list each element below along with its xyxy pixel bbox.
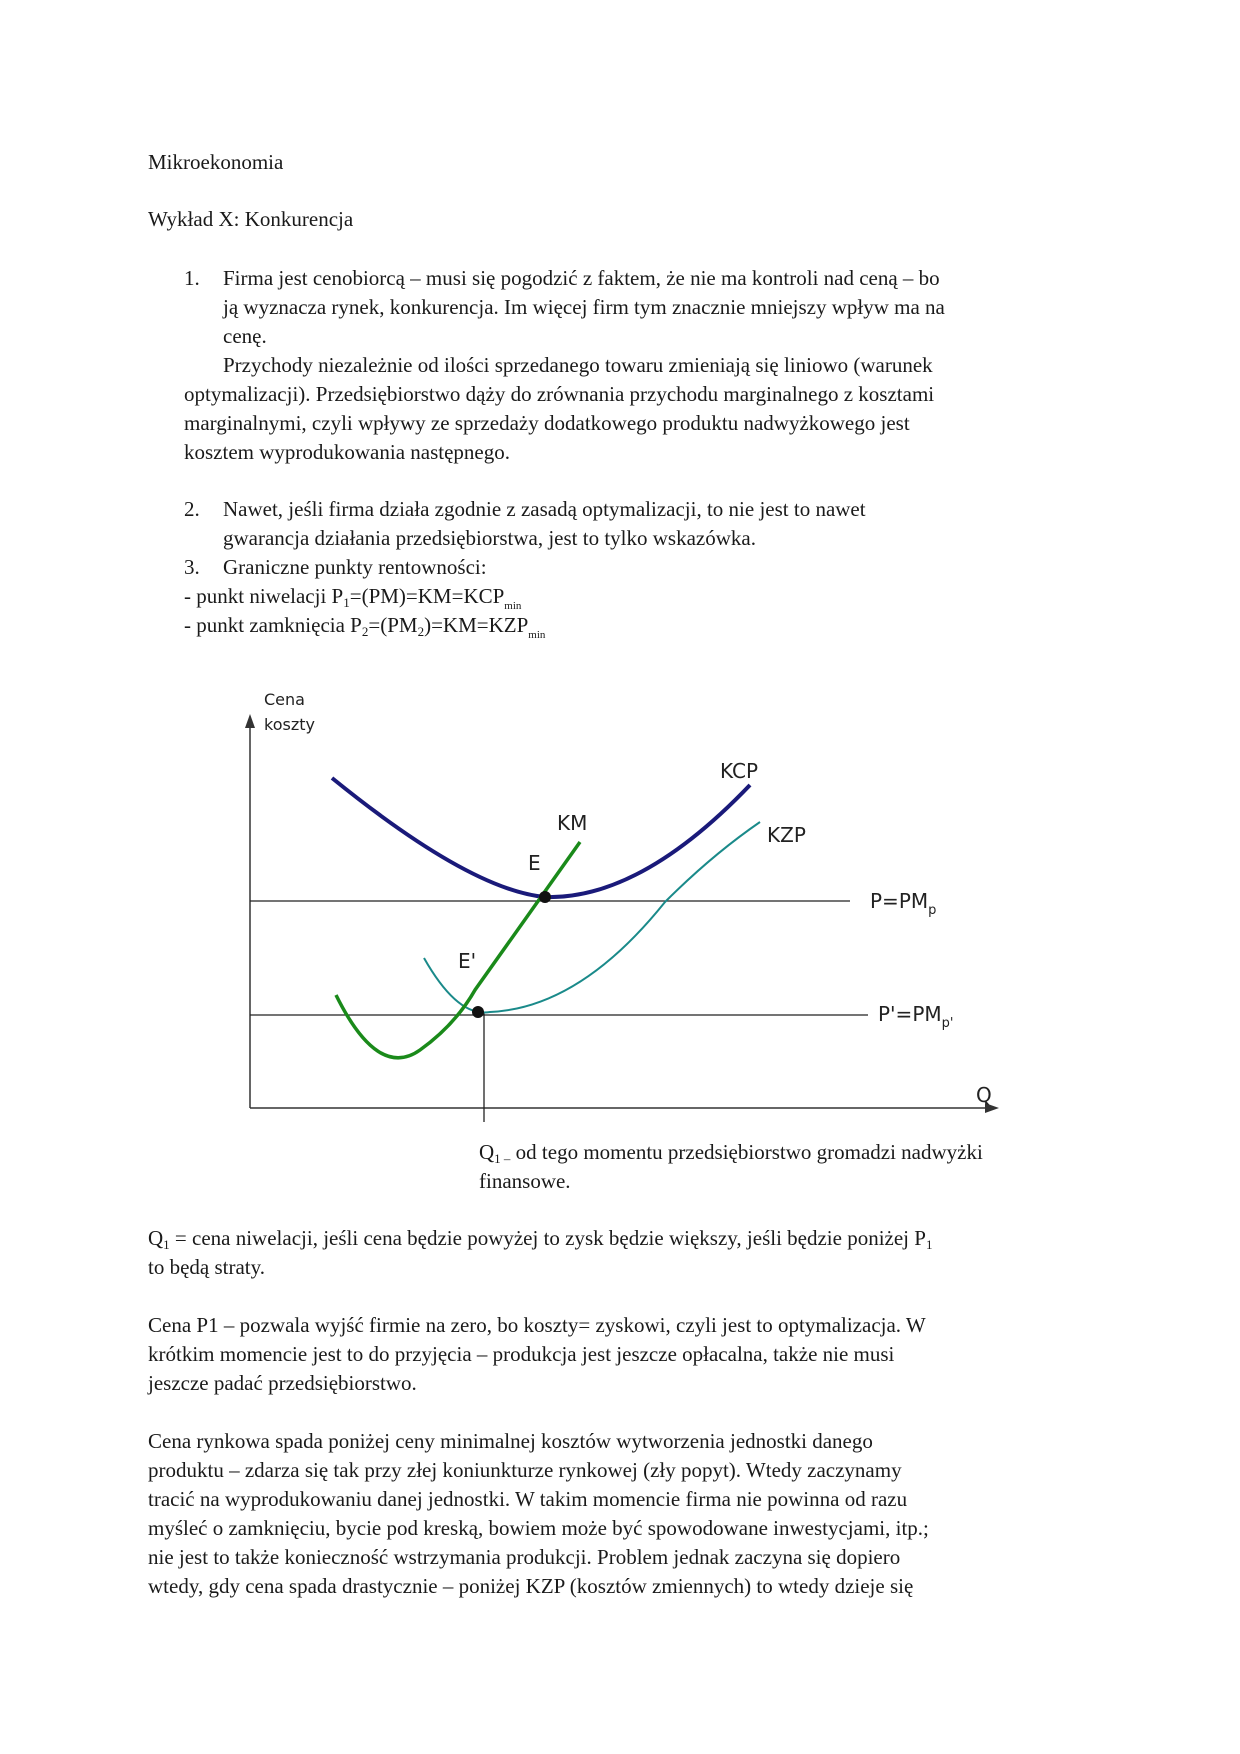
item1-para-line2: optymalizacji). Przedsiębiorstwo dąży do zrównania przychodu marginalnego z kosztami (184, 382, 935, 406)
price-label-p2: $P'=PM_{p'}$ (878, 1002, 954, 1031)
paragraph2-line3: jeszcze padać przedsiębiorstwo. (148, 1371, 417, 1395)
paragraph3-line5: nie jest to także konieczność wstrzymania produkcji. Problem jednak zaczyna się dopiero (148, 1545, 901, 1569)
y-axis-label-line2: koszty (264, 715, 315, 734)
kcp-label: KCP (720, 759, 759, 783)
paragraph3-line2: produktu – zdarza się tak przy złej koniunkturze rynkowej (zły popyt). Wtedy zaczynamy (148, 1458, 902, 1482)
kzp-curve (424, 822, 760, 1013)
paragraph2-line2: krótkim momencie jest to do przyjęcia – produkcja jest jeszcze opłacalna, także nie musi (148, 1342, 895, 1366)
y-axis-label-line1: Cena (264, 690, 305, 709)
item1-para-line1: Przychody niezależnie od ilości sprzedanego towaru zmieniają się liniowo (warunek (223, 353, 933, 377)
point-e2-label: E' (458, 949, 477, 973)
item1-number: 1. (184, 266, 200, 290)
x-axis-label: Q (976, 1083, 992, 1107)
item1-para-line4: kosztem wyprodukowania następnego. (184, 440, 511, 464)
point-e-marker (539, 891, 551, 903)
item3-text: Graniczne punkty rentowności: (223, 555, 487, 579)
paragraph2-line1: Cena P1 – pozwala wyjść firmie na zero, bo koszty= zyskowi, czyli jest to optymalizacja. W (148, 1313, 926, 1337)
item1-line1: Firma jest cenobiorcą – musi się pogodzić z faktem, że nie ma kontroli nad ceną – bo (223, 266, 940, 290)
km-label: KM (557, 811, 588, 835)
price-label-p: $P=PM_p$ (870, 889, 937, 918)
item3-number: 3. (184, 555, 200, 579)
paragraph1-line2: to będą straty. (148, 1255, 266, 1279)
paragraph3-line4: myśleć o zamknięciu, bycie pod kreską, bowiem może być spowodowane inwestycjami, itp.; (148, 1516, 929, 1540)
paragraph3-line3: tracić na wyprodukowaniu danej jednostki. W takim momencie firma nie powinna od razu (148, 1487, 908, 1511)
item1-line2: ją wyznacza rynek, konkurencja. Im więcej firm tym znacznie mniejszy wpływ ma na (223, 295, 945, 319)
bullet-zamkniecie: - punkt zamknięcia $P2=(PM2)=KM=KZP_{min}$ (184, 613, 546, 641)
figure-caption-line1: Q1 – od tego momentu przedsiębiorstwo gromadzi nadwyżki (479, 1140, 983, 1166)
paragraph3-line6: wtedy, gdy cena spada drastycznie – poniżej KZP (kosztów zmiennych) to wtedy dzieje się (148, 1574, 914, 1598)
paragraph1-line1: Q1 = cena niwelacji, jeśli cena będzie powyżej to zysk będzie większy, jeśli będzie poniżej P1 (148, 1226, 933, 1252)
kzp-label: KZP (767, 823, 806, 847)
item2-number: 2. (184, 497, 200, 521)
point-e-label: E (528, 851, 541, 875)
item2-line2: gwarancja działania przedsiębiorstwa, jest to tylko wskazówka. (223, 526, 756, 550)
item1-line3: cenę. (223, 324, 267, 348)
item2-line1: Nawet, jeśli firma działa zgodnie z zasadą optymalizacji, to nie jest to nawet (223, 497, 866, 521)
lecture-heading: Wykład X: Konkurencja (148, 207, 354, 231)
y-axis-arrow-icon (245, 714, 255, 728)
point-e2-marker (472, 1006, 484, 1018)
document-title: Mikroekonomia (148, 150, 284, 174)
item1-para-line3: marginalnymi, czyli wpływy ze sprzedaży dodatkowego produktu nadwyżkowego jest (184, 411, 910, 435)
figure-caption-line2: finansowe. (479, 1169, 571, 1193)
bullet-niwelacja: - punkt niwelacji $P1=(PM)=KM=KCP_{min}$ (184, 584, 522, 612)
paragraph3-line1: Cena rynkowa spada poniżej ceny minimalnej kosztów wytworzenia jednostki danego (148, 1429, 873, 1453)
